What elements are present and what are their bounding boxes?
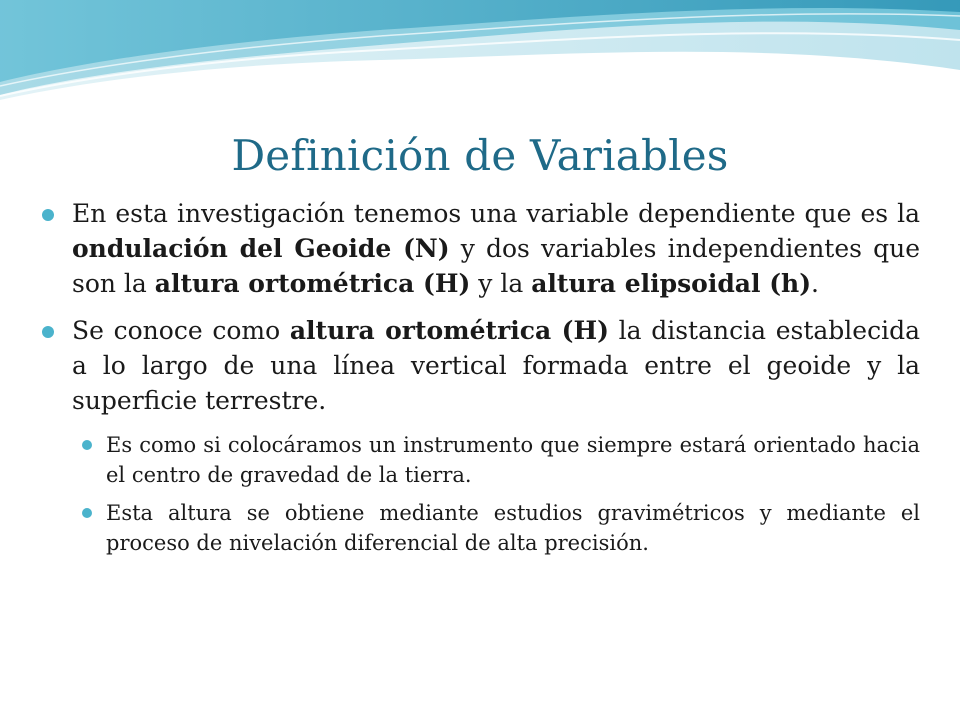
- bullet2-bold-orthometric: altura ortométrica (H): [289, 316, 609, 345]
- sub-bullet-dot-icon: [82, 440, 92, 450]
- bullet-variables: [40, 196, 920, 301]
- bullet1-bold-orthometric: altura ortométrica (H): [154, 269, 471, 298]
- bullet-orthometric-height: [40, 313, 920, 418]
- slide-title: Definición de Variables: [231, 131, 729, 180]
- sub-bullet-dot-icon: [82, 508, 92, 518]
- bullet-dot-icon: [42, 326, 54, 338]
- sub-bullet-instrument: [40, 430, 920, 490]
- bullet1-bold-geoid: ondulación del Geoide (N): [72, 234, 450, 263]
- bullet-dot-icon: [42, 209, 54, 221]
- bullet1-text-2: y dos variables independientes que son la: [72, 234, 920, 298]
- slide-body: [40, 196, 920, 566]
- bullet1-text-3: y la: [470, 269, 532, 298]
- bullet2-text-2: la distancia establecida a lo largo de una línea vertical formada entre el geoide y la superficie terrestre.: [72, 316, 920, 415]
- bullet1-bold-ellipsoidal: altura elipsoidal (h): [531, 269, 812, 298]
- bullet1-text-4: .: [811, 269, 819, 298]
- sub-bullet-gravimetric: [40, 498, 920, 558]
- bullet1-text-1: En esta investigación tenemos una variable dependiente que es la: [72, 199, 920, 228]
- sub-bullet-2-text: Esta altura se obtiene mediante estudios gravimétricos y mediante el proceso de nivelación diferencial de alta precisión.: [106, 501, 920, 555]
- bullet2-text-1: Se conoce como: [72, 316, 290, 345]
- sub-bullet-1-text: Es como si colocáramos un instrumento que siempre estará orientado hacia el centro de gravedad de la tierra.: [106, 433, 920, 487]
